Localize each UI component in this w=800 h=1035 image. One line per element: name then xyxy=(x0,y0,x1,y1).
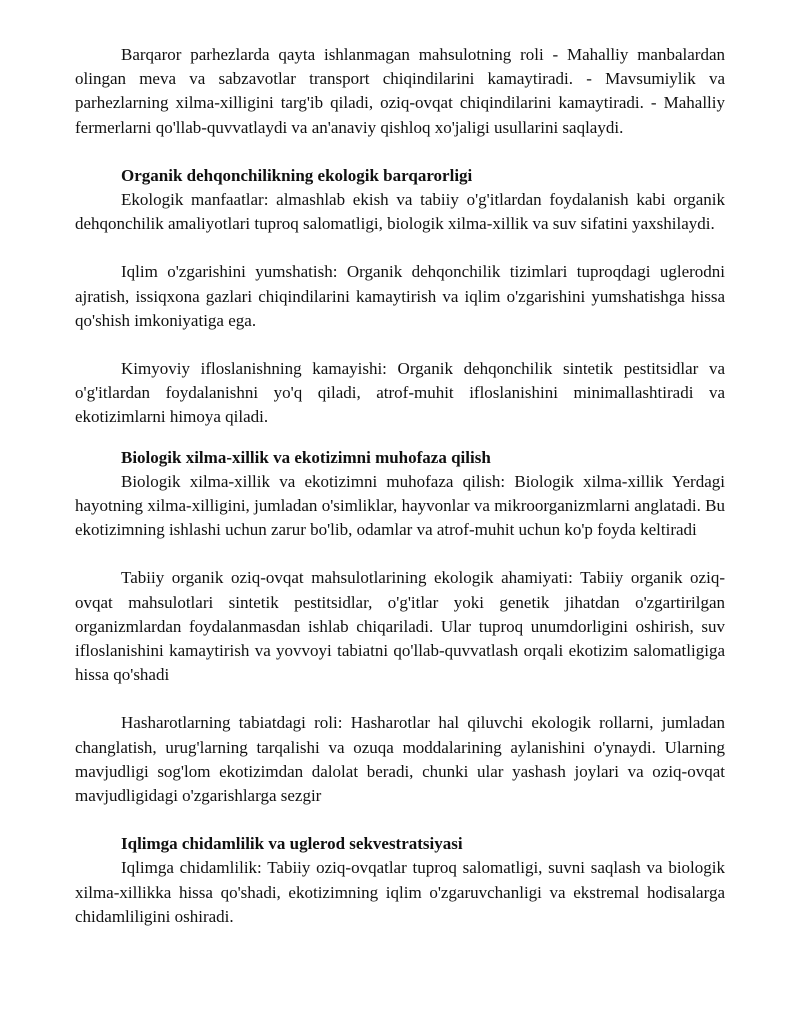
paragraph-ecological-benefits: Ekologik manfaatlar: almashlab ekish va tabiiy o'g'itlardan foydalanish kabi organik dehqonchilik amaliyotlari tuproq salomatligi, biologik xilma-xillik va suv sifatini yaxshilaydi. xyxy=(75,190,725,234)
paragraph-organic-food-importance: Tabiiy organik oziq-ovqat mahsulotlarining ekologik ahamiyati: Tabiiy organik oziq-ovqat mahsulotlari sintetik pestitsidlar, o'g'itlar yoki genetik jihatdan o'zgartirilgan organizmlardan foydalanmasdan ishlab chiqariladi. Ular tuproq unumdorligini oshirish, suv ifloslanishini kamaytirish va yovvoyi tabiatni qo'llab-quvvatlash orqali ekotizim salomatligiga hissa qo'shadi xyxy=(75,568,725,685)
heading-biodiversity: Biologik xilma-xillik va ekotizimni muhofaza qilish xyxy=(121,447,491,467)
paragraph-biodiversity: Biologik xilma-xillik va ekotizimni muhofaza qilish: Biologik xilma-xillik Yerdagi hayotning xilma-xilligini, jumladan o'simliklar, hayvonlar va mikroorganizmlarni anglatadi. Bu ekotizimning ishlashi uchun zarur bo'lib, odamlar va atrof-muhit uchun ko'p foyda keltiradi xyxy=(75,471,725,540)
paragraph-chemical-pollution: Kimyoviy ifloslanishning kamayishi: Organik dehqonchilik sintetik pestitsidlar va o'g'itlardan foydalanishni yo'q qiladi, atrof-muhit ifloslanishini minimallashtiradi va ekotizimlarni himoya qiladi. xyxy=(75,359,725,427)
paragraph-climate-resilience: Iqlimga chidamlilik: Tabiiy oziq-ovqatlar tuproq salomatligi, suvni saqlash va biologik xilma-xillikka hissa qo'shadi, ekotizimning iqlim o'zgaruvchanligi va ekstremal hodisalarga chidamliligini oshiradi. xyxy=(75,858,725,926)
paragraph-climate-mitigation: Iqlim o'zgarishini yumshatish: Organik dehqonchilik tizimlari tuproqdagi uglerodni ajratish, issiqxona gazlari chiqindilarini kamaytirish va iqlim o'zgarishini yumshatishga hissa qo'shish imkoniyatiga ega. xyxy=(75,262,725,330)
heading-climate-resilience: Iqlimga chidamlilik va uglerod sekvestratsiyasi xyxy=(121,834,463,854)
heading-organic-farming: Organik dehqonchilikning ekologik barqarorligi xyxy=(121,165,473,185)
paragraph-insects-role: Hasharotlarning tabiatdagi roli: Hasharotlar hal qiluvchi ekologik rollarni, jumladan changlatish, urug'larning tarqalishi va ozuqa moddalarining aylanishini o'ynaydi. Ularning mavjudligi sog'lom ekotizimdan dalolat beradi, chunki ular yashash joylari va oziq-ovqat mavjudligidagi o'zgarishlarga sezgir xyxy=(75,713,725,806)
paragraph-unprocessed-products: Barqaror parhezlarda qayta ishlanmagan mahsulotning roli - Mahalliy manbalardan olingan meva va sabzavotlar transport chiqindilarini kamaytiradi. - Mavsumiylik va parhezlarning xilma-xilligini targ'ib qiladi, oziq-ovqat chiqindilarini kamaytiradi. - Mahalliy fermerlarni qo'llab-quvvatlaydi va an'anaviy qishloq xo'jaligi usullarini saqlaydi. xyxy=(75,45,725,137)
